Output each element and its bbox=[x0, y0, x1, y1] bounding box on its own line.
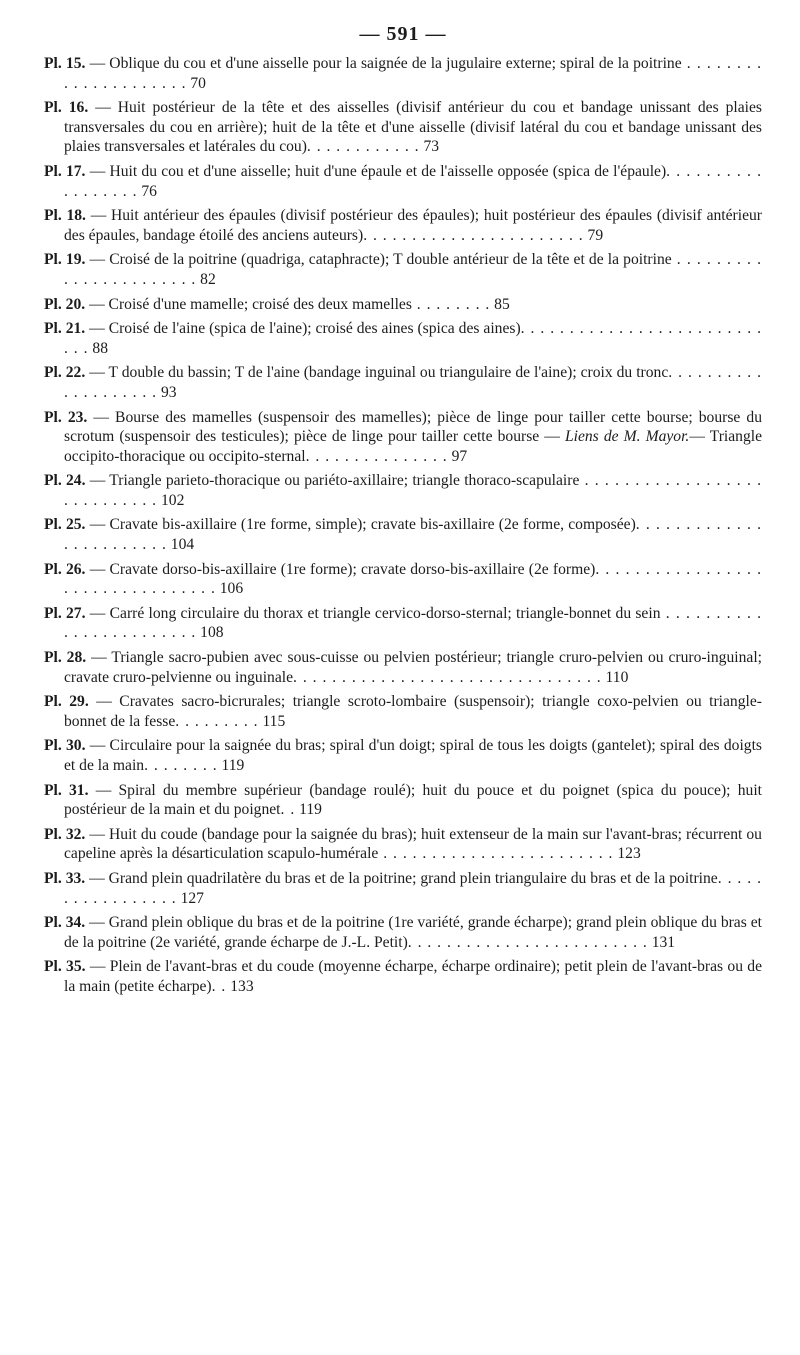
page-reference: 88 bbox=[88, 339, 108, 357]
plate-entry bbox=[44, 913, 762, 952]
dot-leader: . . . . . . . . . . . . . . . . . . . . . . . . bbox=[64, 604, 763, 642]
plate-number: Pl. 30. bbox=[44, 737, 86, 755]
page-reference: 97 bbox=[447, 447, 468, 465]
plate-number: Pl. 24. bbox=[44, 472, 86, 490]
plate-description: — Grand plein quadrilatère du bras et de la poitrine; grand plein triangulaire du bras et de la poitrine bbox=[89, 869, 718, 887]
plate-entry bbox=[44, 692, 762, 731]
dot-leader: . . . . . . . . . . . . bbox=[306, 138, 420, 156]
dot-leader: . . . . . . . . . . . . . . . . . . . . . . . . . . . . . . . . . bbox=[64, 560, 762, 598]
plate-entry bbox=[44, 471, 762, 510]
page-reference: 82 bbox=[196, 270, 216, 288]
plate-entry bbox=[44, 781, 762, 820]
plate-description-italic: Liens de M. Mayor. bbox=[559, 428, 690, 446]
dot-leader: . . . . . . . . . . . . . . . . . . . . . . . . . bbox=[407, 933, 648, 951]
plate-description: — Huit du cou et d'une aisselle; huit d'une épaule et de l'aisselle opposée (spica de l'épaule) bbox=[89, 162, 667, 180]
plate-description: — Huit antérieur des épaules (divisif postérieur des épaules); huit postérieur des épaules (divisif antérieur des épaules, bandage étoilé des anciens auteurs) bbox=[64, 207, 762, 244]
dot-leader: . . . . . . . . . . . . . . . . . bbox=[64, 869, 762, 907]
plate-description: — Plein de l'avant-bras et du coude (moyenne écharpe, écharpe ordinaire); petit plein de l'avant-bras ou de la main (petite écharpe) bbox=[64, 958, 762, 995]
plate-entry bbox=[44, 560, 762, 599]
dot-leader: . . . . . . . . . . . . . . . . . . . . . . . bbox=[363, 226, 584, 244]
plate-entry bbox=[44, 98, 762, 157]
plate-description-continued: — Triangle occipito-thoracique ou occipito-sternal bbox=[64, 428, 763, 465]
plate-entry bbox=[44, 54, 762, 93]
plate-entry bbox=[44, 408, 762, 467]
plate-description: — Croisé de l'aine (spica de l'aine); croisé des aines (spica des aines) bbox=[89, 320, 521, 338]
plate-description: — Triangle sacro-pubien avec sous-cuisse ou pelvien postérieur; triangle cruro-pelvien ou cruro-inguinal; cravate cruro-pelvienne ou inguinale bbox=[64, 649, 762, 686]
plate-number: Pl. 19. bbox=[44, 251, 86, 269]
plate-description: — Oblique du cou et d'une aisselle pour la saignée de la jugulaire externe; spiral de la poitrine bbox=[89, 55, 682, 72]
plate-number: Pl. 35. bbox=[44, 958, 86, 976]
plate-description: — Grand plein oblique du bras et de la poitrine (1re variété, grande écharpe); grand plein oblique du bras et de la poitrine (2e variété, grande écharpe de J.-L. Petit) bbox=[64, 914, 762, 951]
dot-leader: . . . . . . . . . . . . . . . . . . . . . . . . . . . . . . . . bbox=[293, 668, 602, 686]
page-reference: 127 bbox=[176, 889, 204, 907]
plate-description: — Croisé d'une mamelle; croisé des deux mamelles bbox=[89, 295, 412, 313]
plate-number: Pl. 34. bbox=[44, 914, 86, 932]
plate-description: — Bourse des mamelles (suspensoir des mamelles); pièce de linge pour tailler cette bourse; bourse du scrotum (suspensoir des testicules); pièce de linge pour tailler cette bourse — bbox=[64, 408, 762, 446]
page-reference: 133 bbox=[226, 977, 254, 995]
page-reference: 110 bbox=[601, 668, 629, 686]
dot-leader: . . . . . . . . . . . . . . . . . . . . . . . . bbox=[378, 845, 614, 863]
plate-number: Pl. 25. bbox=[44, 516, 86, 534]
plate-number: Pl. 15. bbox=[44, 55, 86, 72]
plate-description: — Croisé de la poitrine (quadriga, cataphracte); T double antérieur de la tête et de la poitrine bbox=[89, 251, 672, 269]
plate-number: Pl. 28. bbox=[44, 649, 87, 667]
plate-description: — Huit postérieur de la tête et des aisselles (divisif antérieur du cou et bandage unissant des plaies transversales du cou en arrière); huit de la tête et d'une aisselle (divisif latéral du cou et bandage unissant des plaies transversales et latérales du cou) bbox=[64, 99, 763, 156]
plate-entry bbox=[44, 825, 762, 864]
plate-entry bbox=[44, 319, 762, 358]
plate-description: — Triangle parieto-thoracique ou pariéto-axillaire; triangle thoraco-scapulaire bbox=[89, 472, 580, 490]
plate-description: — Huit du coude (bandage pour la saignée du bras); huit extenseur de la main sur l'avant-bras; récurrent ou capeline après la désarticulation scapulo-humérale bbox=[64, 825, 762, 863]
page-reference: 93 bbox=[157, 383, 177, 401]
page-reference: 76 bbox=[137, 182, 157, 200]
plate-number: Pl. 22. bbox=[44, 364, 86, 382]
plate-description: — Cravate bis-axillaire (1re forme, simple); cravate bis-axillaire (2e forme, composée) bbox=[89, 516, 636, 534]
plate-number: Pl. 16. bbox=[44, 99, 89, 117]
plate-number: Pl. 29. bbox=[44, 693, 89, 711]
plate-description: — Carré long circulaire du thorax et triangle cervico-dorso-sternal; triangle-bonnet du sein bbox=[89, 604, 661, 622]
page-number: — 591 — bbox=[359, 23, 447, 45]
dot-leader: . . . . . . . . bbox=[411, 295, 491, 313]
plate-number: Pl. 21. bbox=[44, 320, 86, 338]
dot-leader: . . . . . . . . . . . . . . . . . . . . . . . . . . . . bbox=[64, 320, 762, 357]
page-reference: 131 bbox=[647, 933, 676, 951]
plate-description: — T double du bassin; T de l'aine (bandage inguinal ou triangulaire de l'aine); croix du tronc bbox=[89, 364, 669, 382]
page-reference: 73 bbox=[419, 138, 440, 156]
page-reference: 85 bbox=[490, 295, 510, 313]
dot-leader: . . . . . . . . bbox=[144, 757, 218, 774]
plate-number: Pl. 20. bbox=[44, 295, 86, 313]
dot-leader: . . . . . . . . . . . . . . . . . . . . . bbox=[64, 55, 762, 92]
plate-description: — Circulaire pour la saignée du bras; spiral d'un doigt; spiral de tous les doigts (gantelet); spiral des doigts et de la main bbox=[64, 737, 762, 774]
dot-leader: . . bbox=[211, 977, 227, 995]
plate-number: Pl. 31. bbox=[44, 781, 89, 799]
plate-number: Pl. 18. bbox=[44, 207, 86, 225]
plate-number: Pl. 26. bbox=[44, 560, 86, 578]
plate-number: Pl. 23. bbox=[44, 408, 88, 426]
page-reference: 102 bbox=[157, 491, 185, 509]
plate-entry bbox=[44, 869, 762, 908]
page-reference: 115 bbox=[258, 712, 286, 730]
page-reference: 106 bbox=[215, 580, 244, 598]
dot-leader: . . . . . . . . . . . . . . . . . . . . . . . . . . . . bbox=[64, 472, 762, 509]
dot-leader: . . . . . . . . . . . . . . . bbox=[305, 447, 448, 465]
dot-leader: . . . . . . . . . . . . . . . . . . . . . . . . bbox=[64, 516, 763, 554]
dot-leader: . . . . . . . . . . . . . . . . . . bbox=[64, 162, 763, 200]
page-reference: 70 bbox=[186, 74, 206, 92]
plate-entry bbox=[44, 736, 762, 775]
plate-entry bbox=[44, 957, 762, 996]
page-reference: 79 bbox=[583, 226, 604, 244]
plate-entry bbox=[44, 250, 762, 289]
dot-leader: . . . . . . . . . bbox=[175, 712, 259, 730]
plate-entry bbox=[44, 363, 762, 402]
dot-leader: . . bbox=[280, 801, 296, 819]
plate-description: — Spiral du membre supérieur (bandage roulé); huit du pouce et du poignet (spica du pouce); huit postérieur de la main et du poignet bbox=[64, 781, 762, 819]
plate-number: Pl. 32. bbox=[44, 825, 86, 843]
plate-entry bbox=[44, 295, 762, 315]
plate-description: — Cravates sacro-bicrurales; triangle scroto-lombaire (suspensoir); triangle coxo-pelvien ou triangle-bonnet de la fesse bbox=[64, 693, 762, 730]
plate-entry bbox=[44, 515, 762, 554]
plate-number: Pl. 27. bbox=[44, 604, 86, 622]
plate-description: — Cravate dorso-bis-axillaire (1re forme); cravate dorso-bis-axillaire (2e forme) bbox=[89, 560, 596, 578]
plate-number: Pl. 17. bbox=[44, 162, 86, 180]
dot-leader: . . . . . . . . . . . . . . . . . . . . bbox=[64, 364, 762, 401]
page-reference: 123 bbox=[613, 845, 641, 863]
plate-number: Pl. 33. bbox=[44, 869, 86, 887]
plate-entry bbox=[44, 604, 762, 643]
page-reference: 108 bbox=[196, 624, 224, 642]
plate-entry bbox=[44, 648, 762, 687]
page-reference: 119 bbox=[217, 757, 245, 774]
page-reference: 104 bbox=[166, 536, 195, 554]
plate-entry bbox=[44, 206, 762, 245]
plate-list bbox=[44, 54, 762, 997]
plate-entry bbox=[44, 162, 762, 201]
dot-leader: . . . . . . . . . . . . . . . . . . . . . . . bbox=[64, 251, 762, 288]
page-reference: 119 bbox=[295, 801, 322, 819]
